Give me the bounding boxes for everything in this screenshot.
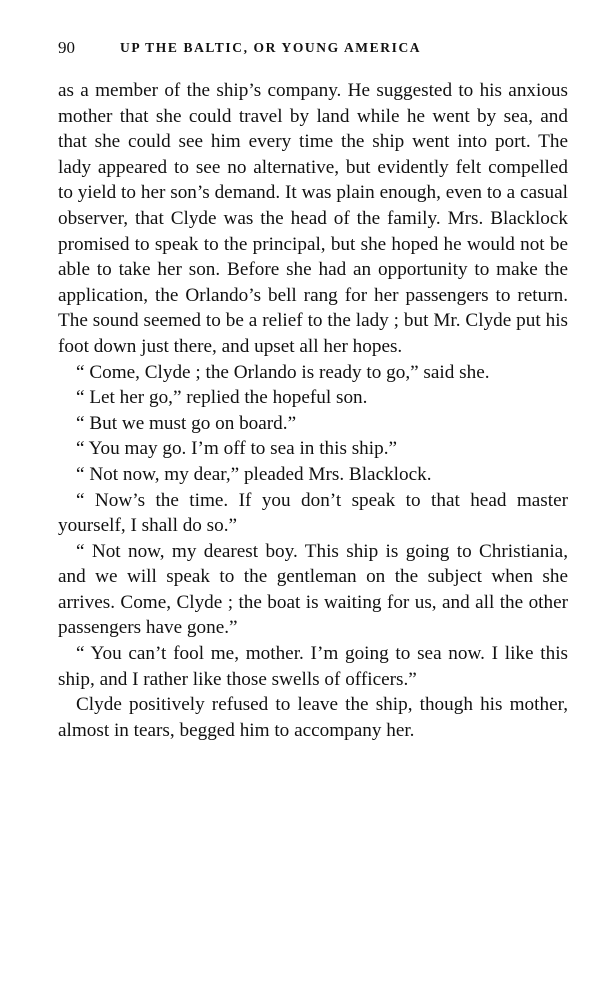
body-text <box>58 78 568 743</box>
paragraph-continued: as a member of the ship’s company. He suggested to his anxious mother that she could travel by land while he went by sea, and that she could see him every time the ship went into port. The lady appeared to see no alternative, but evidently felt compelled to yield to her son’s demand. It was plain enough, even to a casual observer, that Clyde was the head of the family. Mrs. Blacklock promised to speak to the principal, but she hoped he would not be able to take her son. Before she had an opportunity to make the application, the Orlando’s bell rang for her passengers to return. The sound seemed to be a relief to the lady ; but Mr. Clyde put his foot down just there, and upset all her hopes. <box>58 80 568 357</box>
dialogue-paragraph: “ Not now, my dear,” pleaded Mrs. Blacklock. <box>76 463 432 485</box>
dialogue-paragraph: “ You can’t fool me, mother. I’m going to sea now. I like this ship, and I rather like those swells of officers.” <box>58 643 568 690</box>
dialogue-paragraph: “ Come, Clyde ; the Orlando is ready to go,” said she. <box>76 361 490 383</box>
dialogue-paragraph: “ Now’s the time. If you don’t speak to that head master yourself, I shall do so.” <box>58 489 568 537</box>
dialogue-paragraph: “ You may go. I’m off to sea in this ship.” <box>76 438 398 460</box>
dialogue-paragraph: “ Not now, my dearest boy. This ship is going to Christiania, and we will speak to the gentleman on the subject when she arrives. Come, Clyde ; the boat is waiting for us, and all the other passengers have gone.” <box>58 540 568 639</box>
page-header <box>58 38 578 62</box>
page-number: 90 <box>58 38 75 57</box>
running-head: UP THE BALTIC, OR YOUNG AMERICA <box>120 40 422 55</box>
dialogue-paragraph: “ But we must go on board.” <box>76 412 297 434</box>
narrative-paragraph: Clyde positively refused to leave the ship, though his mother, almost in tears, begged him to accompany her. <box>58 694 568 741</box>
dialogue-paragraph: “ Let her go,” replied the hopeful son. <box>76 387 368 409</box>
